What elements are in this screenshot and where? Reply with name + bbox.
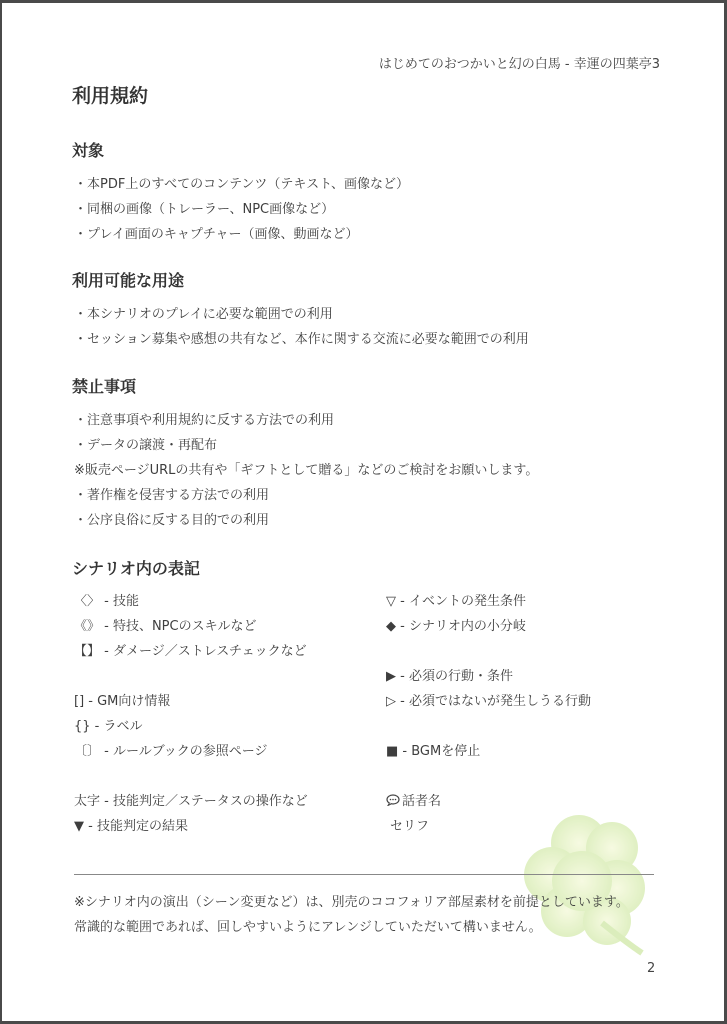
notation-item: 【】 - ダメージ／ストレスチェックなど (74, 644, 307, 659)
list-item: ・著作権を侵害する方法での利用 (74, 488, 270, 503)
list-item: ・同梱の画像（トレーラー、NPC画像など） (74, 202, 335, 217)
page-number: 2 (647, 961, 656, 976)
list-item: ・セッション募集や感想の共有など、本作に関する交流に必要な範囲での利用 (74, 332, 529, 347)
list-item: ・公序良俗に反する目的での利用 (74, 513, 270, 528)
list-item: ※販売ページURLの共有や「ギフトとして贈る」などのご検討をお願いします。 (74, 463, 539, 478)
section-heading-target: 対象 (72, 141, 105, 160)
notation-item: ▶ - 必須の行動・条件 (386, 669, 513, 684)
section-heading-notation: シナリオ内の表記 (72, 559, 200, 578)
notation-item: [] - GM向け情報 (74, 694, 171, 709)
speaker-label: 話者名 (402, 794, 442, 809)
footer-note: ※シナリオ内の演出（シーン変更など）は、別売のココフォリア部屋素材を前提としています。 (74, 895, 629, 910)
divider (74, 874, 654, 875)
notation-item: 〈〉 - 技能 (74, 594, 139, 609)
notation-item: ▼ - 技能判定の結果 (74, 819, 188, 834)
notation-item: ■ - BGMを停止 (386, 744, 481, 759)
footer-note: 常識的な範囲であれば、回しやすいようにアレンジしていただいて構いません。 (74, 920, 542, 935)
notation-item: ▷ - 必須ではないが発生しうる行動 (386, 694, 591, 709)
notation-item: セリフ (390, 819, 430, 834)
document-page (2, 3, 724, 1021)
list-item: ・データの譲渡・再配布 (74, 438, 218, 453)
list-item: ・注意事項や利用規約に反する方法での利用 (74, 413, 335, 428)
section-heading-prohibited: 禁止事項 (72, 377, 137, 396)
section-heading-usage: 利用可能な用途 (72, 271, 185, 290)
notation-item: ▽ - イベントの発生条件 (386, 594, 526, 609)
speech-bubble-icon (386, 794, 400, 806)
notation-item: 太字 - 技能判定／ステータスの操作など (74, 794, 308, 809)
list-item: ・プレイ画面のキャプチャー（画像、動画など） (74, 227, 359, 242)
list-item: ・本PDF上のすべてのコンテンツ（テキスト、画像など） (74, 177, 409, 192)
clover-watermark-icon (507, 803, 677, 963)
document-header: はじめてのおつかいと幻の白馬 - 幸運の四葉亭3 (378, 57, 660, 72)
notation-item: {} - ラベル (74, 719, 143, 734)
notation-item: ◆ - シナリオ内の小分岐 (386, 619, 526, 634)
page-title: 利用規約 (72, 85, 149, 107)
list-item: ・本シナリオのプレイに必要な範囲での利用 (74, 307, 333, 322)
notation-item-speaker (386, 790, 441, 809)
notation-item: 《》 - 特技、NPCのスキルなど (74, 619, 257, 634)
notation-item: 〔〕 - ルールブックの参照ページ (74, 744, 268, 759)
